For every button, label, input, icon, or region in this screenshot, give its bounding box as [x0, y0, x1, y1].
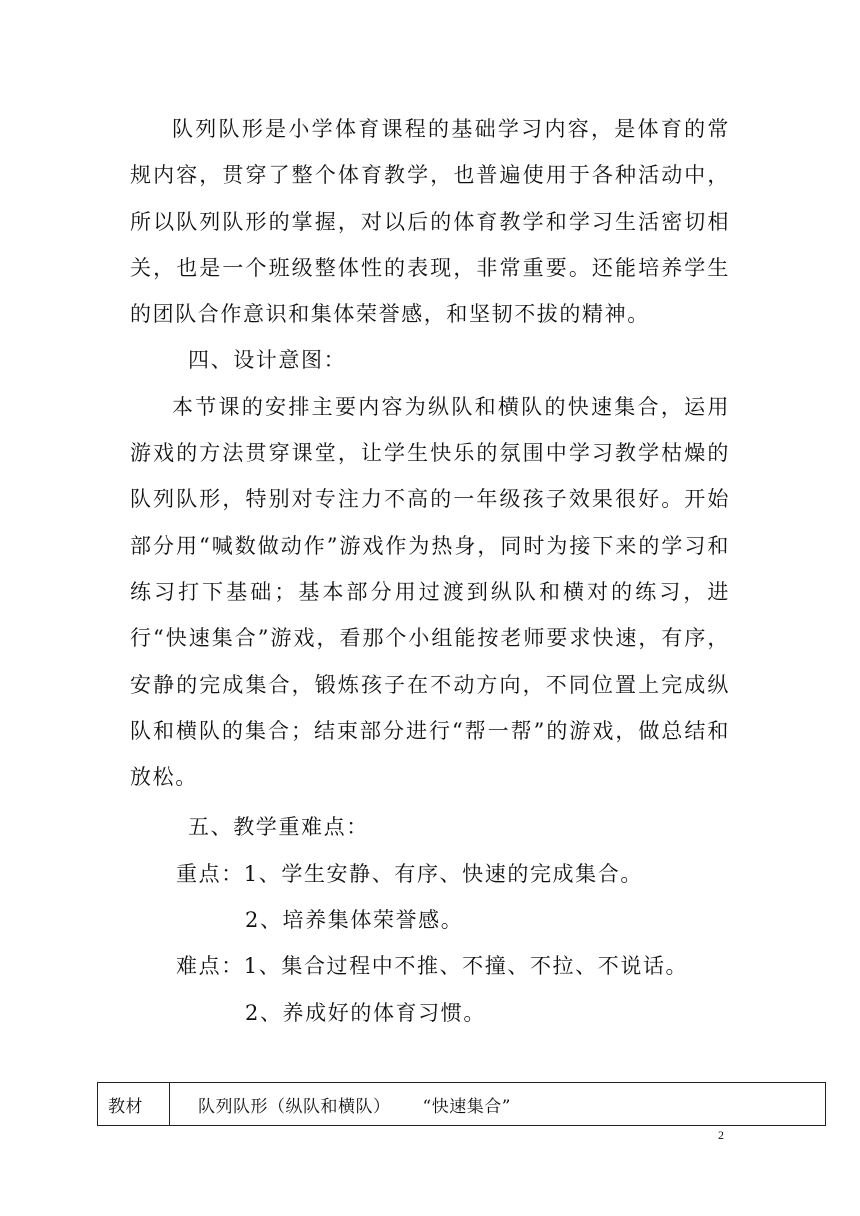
body-text [130, 106, 730, 1036]
key-point-2: 2、培养集体荣誉感。 [245, 908, 464, 933]
heading-design-intent: 四、设计意图： [188, 348, 347, 373]
table-game-text: “快速集合” [422, 1096, 511, 1117]
table-head-label: 教材 [108, 1096, 143, 1117]
difficult-point-1: 难点：1、集合过程中不推、不撞、不拉、不说话。 [176, 954, 689, 979]
table-content-cell [170, 1083, 825, 1125]
difficult-point-2: 2、养成好的体育习惯。 [245, 1000, 486, 1025]
heading-key-difficult-points: 五、教学重难点： [188, 815, 369, 840]
key-point-1: 重点：1、学生安静、有序、快速的完成集合。 [176, 861, 643, 886]
table-head-cell [98, 1083, 170, 1125]
lesson-table [97, 1082, 826, 1126]
paragraph-design-intent: 本节课的安排主要内容为纵队和横队的快速集合，运用游戏的方法贯穿课堂，让学生快乐的氛围中学习教学枯燥的队列队形，特别对专注力不高的一年级孩子效果很好。开始部分用“喊数做动作”游戏作为热身，同时为接下来的学习和练习打下基础；基本部分用过渡到纵队和横对的练习，进行“快速集合”游戏，看那个小组能按老师要求快速，有序，安静的完成集合，锻炼孩子在不动方向，不同位置上完成纵队和横队的集合；结束部分进行“帮一帮”的游戏，做总结和放松。 [130, 394, 730, 790]
page-number: 2 [718, 1128, 724, 1142]
table-content-text: 队列队形（纵队和横队） [198, 1096, 391, 1117]
paragraph-intro: 队列队形是小学体育课程的基础学习内容，是体育的常规内容，贯穿了整个体育教学，也普遍使用于各种活动中，所以队列队形的掌握，对以后的体育教学和学习生活密切相关，也是一个班级整体性的表现，非常重要。还能培养学生的团队合作意识和集体荣誉感，和坚韧不拔的精神。 [130, 117, 730, 327]
